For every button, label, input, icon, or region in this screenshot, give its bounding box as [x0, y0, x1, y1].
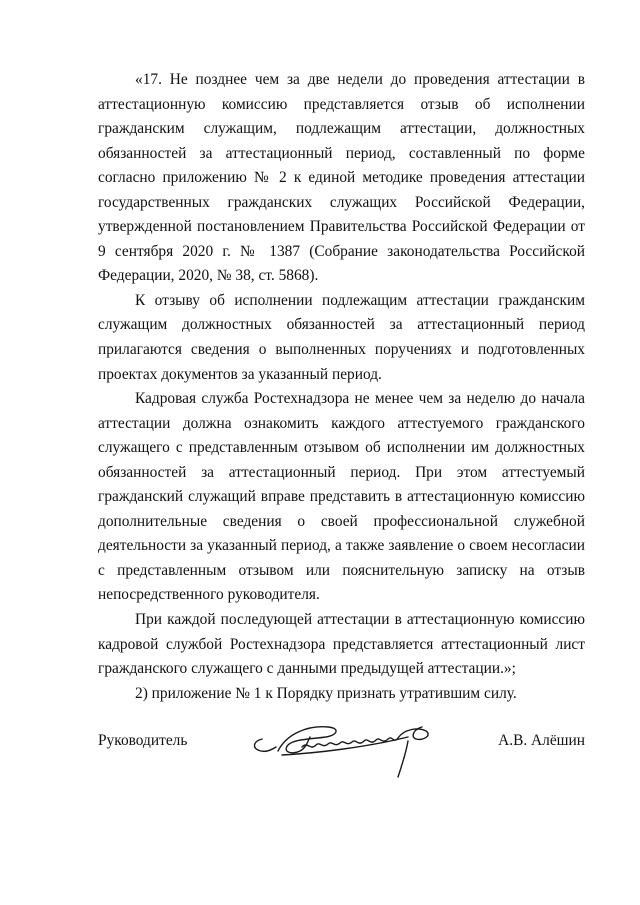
signatory-title: Руководитель — [98, 732, 188, 749]
signature-block — [98, 717, 585, 787]
handwritten-signature-icon — [248, 717, 458, 787]
signatory-name: А.В. Алёшин — [498, 732, 585, 749]
paragraph-hr-familiarization: Кадровая служба Ростехнадзора не менее чем за неделю до начала аттестации должна ознакомить каждого аттестуемого гражданского служащего с представленным отзывом об исполнении им должностных обязанностей за аттестационный период. При этом аттестуемый гражданский служащий вправе представить в аттестационную комиссию дополнительные сведения о своей профессиональной служебной деятельности за указанный период, а также заявление о своем несогласии с представленным отзывом или пояснительную записку на отзыв непосредственного руководителя. — [98, 390, 585, 604]
paragraph-annex-repeal: 2) приложение № 1 к Порядку признать утратившим силу. — [135, 684, 517, 702]
paragraph-review-attachments: К отзыву об исполнении подлежащим аттестации гражданским служащим должностных обязанностей за аттестационный период прилагаются сведения о выполненных поручениях и подготовленных проектах документов за указанный период. — [98, 291, 585, 383]
document-body — [98, 68, 585, 706]
paragraph-item-17: «17. Не позднее чем за две недели до проведения аттестации в аттестационную комиссию представляется отзыв об исполнении гражданским служащим, подлежащим аттестации, должностных обязанностей за аттестационный период, составленный по форме согласно приложению № 2 к единой методике проведения аттестации государственных гражданских служащих Российской Федерации, утвержденной постановлением Правительства Российской Федерации от 9 сентября 2020 г. № 1387 (Собрание законодательства Российской Федерации, 2020, № 38, ст. 5868). — [98, 71, 585, 285]
paragraph-subsequent-attestation: При каждой последующей аттестации в аттестационную комиссию кадровой службой Ростехнадзора представляется аттестационный лист гражданского служащего с данными предыдущей аттестации.»; — [98, 611, 585, 678]
